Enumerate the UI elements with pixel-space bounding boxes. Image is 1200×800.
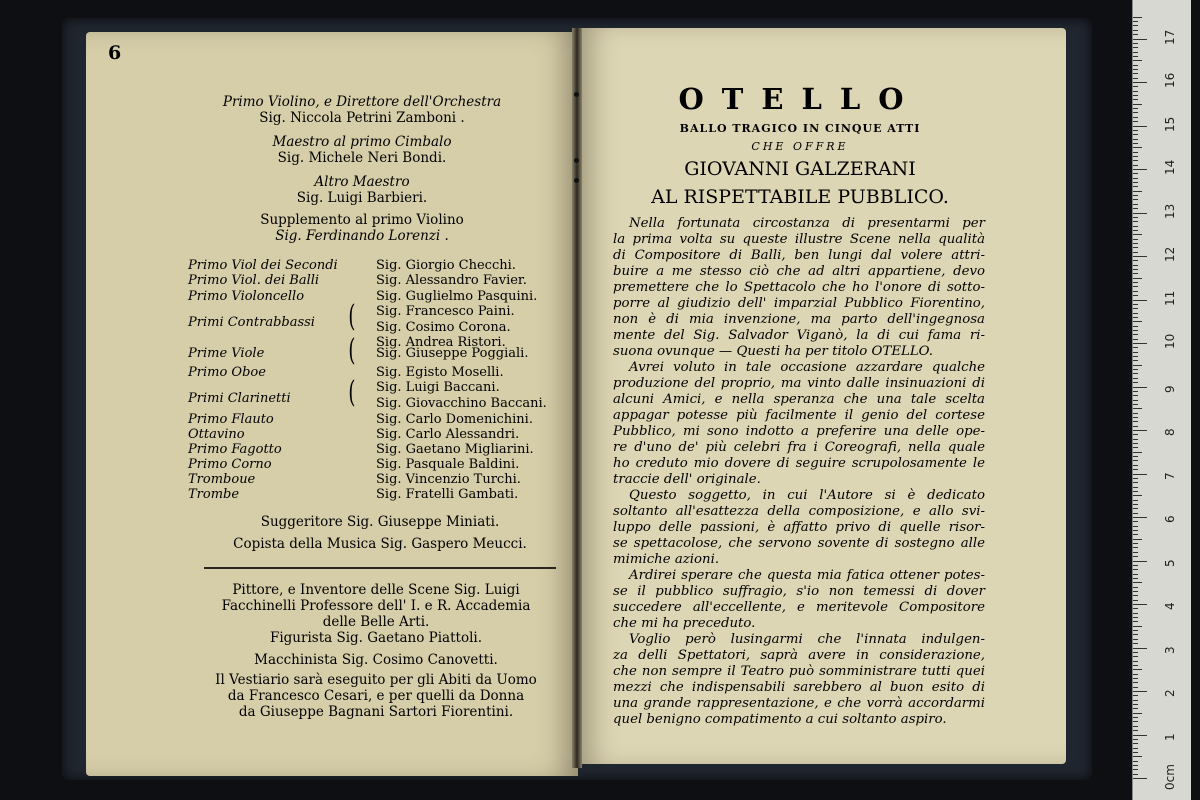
measuring-ruler	[1132, 0, 1191, 800]
ruler-tick	[1133, 239, 1138, 240]
ruler-tick	[1133, 748, 1138, 749]
body-line: succedere all'eccellente, e meritevole Compositore	[613, 600, 985, 615]
ruler-tick	[1133, 395, 1138, 396]
bottom-line: da Giuseppe Bagnani Sartori Fiorentini.	[238, 704, 514, 720]
orchestra-musician: Sig. Guglielmo Pasquini.	[376, 289, 538, 304]
ruler-tick	[1133, 495, 1142, 496]
ruler-tick	[1133, 556, 1138, 557]
ruler-tick	[1133, 278, 1142, 279]
ruler-tick	[1133, 617, 1138, 618]
ruler-tick	[1133, 300, 1147, 301]
ruler-tick	[1133, 534, 1138, 535]
ruler-tick	[1133, 199, 1138, 200]
ruler-tick	[1133, 43, 1138, 44]
bottom-line: da Francesco Cesari, e per quelli da Donna	[227, 688, 525, 704]
orchestra-musician: Sig. Carlo Alessandri.	[376, 427, 520, 442]
ruler-tick	[1133, 600, 1138, 601]
ruler-tick	[1133, 56, 1138, 57]
ruler-tick	[1133, 387, 1147, 388]
ruler-tick	[1133, 25, 1138, 26]
ruler-tick	[1133, 665, 1138, 666]
ruler-tick	[1133, 443, 1138, 444]
orchestra-role: Primi Clarinetti	[188, 391, 291, 406]
ruler-tick	[1133, 513, 1138, 514]
body-line: produzione del proprio, ma vinto dalle insinuazioni di	[613, 376, 985, 391]
ruler-number: 7	[1163, 471, 1177, 480]
ruler-tick	[1133, 547, 1138, 548]
binding-stitch	[574, 178, 579, 183]
ruler-tick	[1133, 347, 1138, 348]
ruler-tick	[1133, 713, 1142, 714]
ruler-tick	[1133, 330, 1138, 331]
ruler-tick	[1133, 634, 1138, 635]
ruler-tick	[1133, 639, 1138, 640]
ruler-number: 17	[1163, 29, 1177, 45]
orchestra-musician: Sig. Fratelli Gambati.	[376, 487, 519, 502]
ruler-tick	[1133, 321, 1142, 322]
ruler-tick	[1133, 587, 1138, 588]
ruler-tick	[1133, 500, 1138, 501]
ruler-number: 4	[1163, 602, 1177, 610]
ruler-tick	[1133, 39, 1147, 40]
ballet-title: OTELLO	[678, 82, 922, 116]
ruler-tick	[1133, 313, 1138, 314]
ruler-tick	[1133, 726, 1138, 727]
ruler-tick	[1133, 608, 1138, 609]
ruler-tick	[1133, 482, 1138, 483]
ruler-tick	[1133, 743, 1138, 744]
ruler-tick	[1133, 260, 1138, 261]
ruler-tick	[1133, 756, 1142, 757]
ruler-tick	[1133, 282, 1138, 283]
ruler-tick	[1133, 121, 1138, 122]
ruler-tick	[1133, 769, 1138, 770]
ruler-tick	[1133, 343, 1147, 344]
ruler-tick	[1133, 373, 1138, 374]
ruler-tick	[1133, 352, 1138, 353]
ruler-tick	[1133, 213, 1147, 214]
ballet-subtitle: BALLO TRAGICO IN CINQUE ATTI	[679, 122, 921, 135]
book-gutter	[572, 28, 582, 768]
ruler-tick	[1133, 73, 1138, 74]
orchestra-musician: Sig. Carlo Domenichini.	[376, 412, 533, 427]
ruler-number: 9	[1163, 384, 1177, 393]
ruler-tick	[1133, 778, 1147, 779]
ruler-tick	[1133, 700, 1138, 701]
ruler-tick	[1133, 30, 1138, 31]
ruler-number: 5	[1163, 558, 1177, 567]
body-line: Avrei voluto in tale occasione azzardare qualche	[629, 360, 985, 375]
ruler-tick	[1133, 430, 1147, 431]
body-line: traccie dell' originale.	[613, 472, 761, 487]
ruler-tick	[1133, 221, 1138, 222]
body-line: mente del Sig. Salvador Viganò, la di cui fama ri-	[613, 328, 985, 343]
header-line: Maestro al primo Cimbalo	[272, 134, 452, 150]
orchestra-musician: Sig. Andrea Ristori.	[376, 335, 506, 350]
dedication-heading: AL RISPETTABILE PUBBLICO.	[651, 186, 949, 208]
ruler-tick	[1133, 256, 1147, 257]
ruler-tick	[1133, 391, 1138, 392]
ruler-number: 16	[1163, 72, 1177, 88]
ruler-tick	[1133, 626, 1142, 627]
ruler-tick	[1133, 656, 1138, 657]
body-line: che mi ha preceduto.	[613, 616, 756, 631]
ruler-tick	[1133, 195, 1138, 196]
orchestra-role: Primo Fagotto	[188, 442, 282, 457]
orchestra-musician: Sig. Giuseppe Poggiali.	[376, 346, 529, 361]
ruler-tick	[1133, 717, 1138, 718]
ruler-tick	[1133, 178, 1138, 179]
ruler-tick	[1133, 552, 1138, 553]
bottom-line: Pittore, e Inventore delle Scene Sig. Luigi	[232, 582, 520, 598]
ruler-tick	[1133, 339, 1138, 340]
body-line: mimiche azioni.	[613, 552, 720, 567]
header-line: Sig. Luigi Barbieri.	[296, 190, 428, 206]
ruler-tick	[1133, 273, 1138, 274]
body-line: porre al giudizio dell' imparzial Pubblico Fiorentino,	[613, 296, 985, 311]
ruler-tick	[1133, 317, 1138, 318]
ruler-tick	[1133, 269, 1138, 270]
ruler-tick	[1133, 369, 1138, 370]
ruler-number: 15	[1163, 116, 1177, 132]
brace: (	[348, 333, 356, 368]
ruler-tick	[1133, 334, 1138, 335]
bottom-line: Macchinista Sig. Cosimo Canovetti.	[254, 652, 498, 668]
ruler-number: 6	[1163, 515, 1177, 523]
body-line: Ardirei sperare che questa mia fatica ottener potes-	[629, 568, 985, 583]
orchestra-role: Primo Viol. dei Balli	[188, 273, 320, 288]
ruler-tick	[1133, 469, 1138, 470]
ruler-tick	[1133, 86, 1138, 87]
ruler-tick	[1133, 130, 1138, 131]
ruler-number: 14	[1163, 159, 1177, 175]
body-line: una grande rappresentazione, e che vorrà accordarmi	[613, 696, 985, 711]
ruler-number: 2	[1163, 689, 1177, 697]
ruler-tick	[1133, 604, 1147, 605]
ruler-tick	[1133, 452, 1142, 453]
ruler-tick	[1133, 761, 1138, 762]
ruler-tick	[1133, 504, 1138, 505]
body-line: Questo soggetto, in cui l'Autore si è dedicato	[629, 488, 985, 503]
body-line: se il pubblico suffragio, s'io non temessi di dover	[613, 584, 985, 599]
body-line: premettere che lo Spettacolo che ho l'onore di sotto-	[613, 280, 985, 295]
ruler-tick	[1133, 434, 1138, 435]
ruler-tick	[1133, 739, 1138, 740]
body-line: za delli Spettatori, saprà avere in considerazione,	[613, 648, 985, 663]
ruler-tick	[1133, 186, 1138, 187]
body-line: mezzi che indispensabili sarebbero al buon esito di	[613, 680, 985, 695]
orchestra-role: Primo Flauto	[188, 412, 274, 427]
ruler-tick	[1133, 191, 1142, 192]
ruler-tick	[1133, 104, 1142, 105]
ruler-tick	[1133, 217, 1138, 218]
orchestra-musician: Sig. Egisto Moselli.	[376, 365, 504, 380]
ruler-tick	[1133, 408, 1142, 409]
ruler-tick	[1133, 326, 1138, 327]
ruler-tick	[1133, 404, 1138, 405]
ruler-tick	[1133, 478, 1138, 479]
ruler-tick	[1133, 669, 1142, 670]
dedication-body	[613, 216, 985, 728]
body-line: ho creduto mio dovere di seguire scrupolosamente le	[613, 456, 985, 471]
ruler-tick	[1133, 365, 1142, 366]
ruler-tick	[1133, 439, 1138, 440]
ruler-tick	[1133, 360, 1138, 361]
orchestra-musician: Sig. Luigi Baccani.	[376, 380, 500, 395]
ruler-tick	[1133, 521, 1138, 522]
ruler-tick	[1133, 52, 1138, 53]
ruler-tick	[1133, 730, 1138, 731]
ruler-tick	[1133, 21, 1138, 22]
ruler-tick	[1133, 82, 1147, 83]
ruler-tick	[1133, 652, 1138, 653]
ruler-tick	[1133, 156, 1138, 157]
ruler-tick	[1133, 526, 1138, 527]
body-line: suona ovunque — Questi ha per titolo OTELLO.	[613, 344, 934, 359]
ruler-tick	[1133, 356, 1138, 357]
ruler-number: 3	[1163, 645, 1177, 654]
ruler-tick	[1133, 517, 1147, 518]
orchestra-musician: Sig. Francesco Paini.	[376, 304, 515, 319]
ruler-tick	[1133, 417, 1138, 418]
ruler-tick	[1133, 569, 1138, 570]
ruler-unit-label: 0cm	[1163, 764, 1177, 790]
ruler-tick	[1133, 69, 1138, 70]
ruler-tick	[1133, 78, 1138, 79]
ruler-tick	[1133, 117, 1138, 118]
ruler-tick	[1133, 487, 1138, 488]
orchestra-role: Primo Oboe	[188, 365, 266, 380]
ruler-tick	[1133, 539, 1142, 540]
body-line: se spettacolose, che servono sovente di sostegno alle	[613, 536, 985, 551]
orchestra-musician: Sig. Giorgio Checchi.	[376, 258, 516, 273]
ruler-tick	[1133, 447, 1138, 448]
bottom-line: delle Belle Arti.	[322, 614, 430, 630]
divider-rule	[204, 567, 556, 569]
ruler-tick	[1133, 126, 1147, 127]
ruler-tick	[1133, 674, 1138, 675]
brace: (	[348, 299, 356, 334]
ruler-tick	[1133, 112, 1138, 113]
ruler-tick	[1133, 752, 1138, 753]
bottom-line: Il Vestiario sarà eseguito per gli Abiti da Uomo	[215, 672, 537, 688]
ruler-tick	[1133, 678, 1138, 679]
header-line: Sig. Michele Neri Bondi.	[277, 150, 447, 166]
ruler-number: 13	[1163, 203, 1177, 219]
ruler-tick	[1133, 561, 1147, 562]
bottom-line: Facchinelli Professore dell' I. e R. Accademia	[221, 598, 531, 614]
ruler-tick	[1133, 621, 1138, 622]
orchestra-role: Prime Viole	[188, 346, 265, 361]
ruler-tick	[1133, 643, 1138, 644]
ruler-number: 12	[1163, 246, 1177, 262]
ruler-tick	[1133, 543, 1138, 544]
author-name: GIOVANNI GALZERANI	[684, 158, 916, 180]
ruler-tick	[1133, 182, 1138, 183]
ruler-tick	[1133, 491, 1138, 492]
body-line: di Compositore di Balli, ben lungi dal volere attri-	[613, 248, 985, 263]
orchestra-role: Ottavino	[188, 427, 245, 442]
ruler-number: 8	[1163, 428, 1177, 436]
ruler-tick	[1133, 578, 1138, 579]
page-number: 6	[108, 42, 122, 64]
orchestra-role: Primo Violoncello	[188, 289, 305, 304]
ruler-tick	[1133, 208, 1138, 209]
ruler-tick	[1133, 252, 1138, 253]
ruler-number: 10	[1163, 333, 1177, 349]
orchestra-musician: Sig. Alessandro Favier.	[376, 273, 527, 288]
ruler-tick	[1133, 682, 1138, 683]
ruler-tick	[1133, 774, 1138, 775]
ruler-tick	[1133, 378, 1138, 379]
ruler-tick	[1133, 565, 1138, 566]
ruler-tick	[1133, 143, 1138, 144]
ruler-tick	[1133, 695, 1138, 696]
ruler-tick	[1133, 400, 1138, 401]
binding-stitch	[574, 158, 579, 163]
orchestra-musician: Sig. Giovacchino Baccani.	[376, 396, 547, 411]
ruler-tick	[1133, 169, 1147, 170]
body-line: Pubblico, mi sono indotto a preferire una delle ope-	[613, 424, 985, 439]
header-line: Sig. Niccola Petrini Zamboni .	[259, 110, 465, 126]
binding-stitch	[574, 92, 579, 97]
ruler-tick	[1133, 687, 1138, 688]
orchestra-role: Trombe	[188, 487, 240, 502]
ruler-tick	[1133, 17, 1142, 18]
ruler-tick	[1133, 34, 1138, 35]
body-line: buire a me stesso ciò che ad altri appartiene, devo	[613, 264, 985, 279]
ruler-tick	[1133, 630, 1138, 631]
ruler-tick	[1133, 582, 1142, 583]
ruler-tick	[1133, 91, 1138, 92]
ruler-tick	[1133, 60, 1142, 61]
ruler-number: 11	[1163, 290, 1177, 306]
ruler-tick	[1133, 99, 1138, 100]
ruler-tick	[1133, 134, 1138, 135]
ruler-tick	[1133, 108, 1138, 109]
ruler-tick	[1133, 382, 1138, 383]
ruler-tick	[1133, 613, 1138, 614]
ruler-tick	[1133, 530, 1138, 531]
ruler-tick	[1133, 765, 1138, 766]
ruler-tick	[1133, 243, 1138, 244]
body-line: la prima volta su queste illustre Scene nella qualità	[613, 232, 985, 247]
body-line: quel benigno compatimento a cui soltanto aspiro.	[613, 712, 947, 727]
orchestra-musician: Sig. Gaetano Migliarini.	[376, 442, 534, 457]
ruler-tick	[1133, 304, 1138, 305]
body-line: appagar potesse più facilmente il genio del cortese	[613, 408, 985, 423]
ruler-tick	[1133, 165, 1138, 166]
ruler-tick	[1133, 508, 1138, 509]
ruler-tick	[1133, 65, 1138, 66]
header-line: Supplemento al primo Violino	[260, 212, 464, 228]
ruler-tick	[1133, 691, 1147, 692]
body-line: Nella fortunata circostanza di presentarmi per	[629, 216, 985, 231]
ruler-tick	[1133, 460, 1138, 461]
ruler-tick	[1133, 721, 1138, 722]
orchestra-role: Primo Viol dei Secondi	[188, 258, 338, 273]
brace: (	[348, 375, 356, 410]
ruler-tick	[1133, 595, 1138, 596]
copyist-credit: Copista della Musica Sig. Gaspero Meucci.	[233, 536, 527, 552]
bottom-line: Figurista Sig. Gaetano Piattoli.	[269, 630, 483, 646]
ruler-tick	[1133, 173, 1138, 174]
offer-line: CHE OFFRE	[751, 140, 849, 153]
ruler-tick	[1133, 95, 1138, 96]
ruler-tick	[1133, 465, 1138, 466]
ruler-tick	[1133, 421, 1138, 422]
ruler-tick	[1133, 286, 1138, 287]
body-line: non è di mia invenzione, ma parto dell'ingegnosa	[613, 312, 985, 327]
header-line: Primo Violino, e Direttore dell'Orchestra	[222, 94, 502, 110]
body-line: alcuni Amici, e nella speranza che una tale scelta	[613, 392, 985, 407]
orchestra-musician: Sig. Cosimo Corona.	[376, 320, 511, 335]
ruler-tick	[1133, 234, 1142, 235]
ruler-tick	[1133, 591, 1138, 592]
ruler-tick	[1133, 139, 1138, 140]
ruler-tick	[1133, 308, 1138, 309]
body-line: luppo delle passioni, è affatto privo di quelle risor-	[613, 520, 985, 535]
ruler-tick	[1133, 265, 1138, 266]
orchestra-role: Tromboue	[188, 472, 256, 487]
ruler-tick	[1133, 661, 1138, 662]
ruler-tick	[1133, 708, 1138, 709]
orchestra-role: Primi Contrabbassi	[188, 315, 315, 330]
ruler-tick	[1133, 574, 1138, 575]
ruler-tick	[1133, 735, 1147, 736]
ruler-tick	[1133, 247, 1138, 248]
ruler-tick	[1133, 648, 1147, 649]
ruler-tick	[1133, 204, 1138, 205]
ruler-tick	[1133, 295, 1138, 296]
ruler-number: 1	[1163, 732, 1177, 741]
header-line: Sig. Ferdinando Lorenzi .	[275, 228, 449, 244]
orchestra-musician: Sig. Pasquale Baldini.	[376, 457, 520, 472]
ruler-tick	[1133, 413, 1138, 414]
ruler-tick	[1133, 230, 1138, 231]
body-line: soltanto all'esattezza della composizione, e allo svi-	[613, 504, 985, 519]
ruler-tick	[1133, 426, 1138, 427]
orchestra-musician: Sig. Vincenzio Turchi.	[376, 472, 521, 487]
ruler-tick	[1133, 456, 1138, 457]
ruler-tick	[1133, 474, 1147, 475]
header-line: Altro Maestro	[314, 174, 410, 190]
ruler-tick	[1133, 147, 1142, 148]
orchestra-role: Primo Corno	[188, 457, 272, 472]
body-line: re d'uno de' più celebri fra i Coreografi, nella quale	[613, 440, 985, 455]
ruler-tick	[1133, 152, 1138, 153]
ruler-tick	[1133, 160, 1138, 161]
prompter-credit: Suggeritore Sig. Giuseppe Miniati.	[260, 514, 500, 530]
body-line: che non sempre il Teatro può somministrare tutti quei	[613, 664, 985, 679]
ruler-tick	[1133, 291, 1138, 292]
ruler-tick	[1133, 704, 1138, 705]
ruler-tick	[1133, 47, 1138, 48]
body-line: Voglio però lusingarmi che l'innata indulgen-	[629, 632, 985, 647]
ruler-tick	[1133, 226, 1138, 227]
